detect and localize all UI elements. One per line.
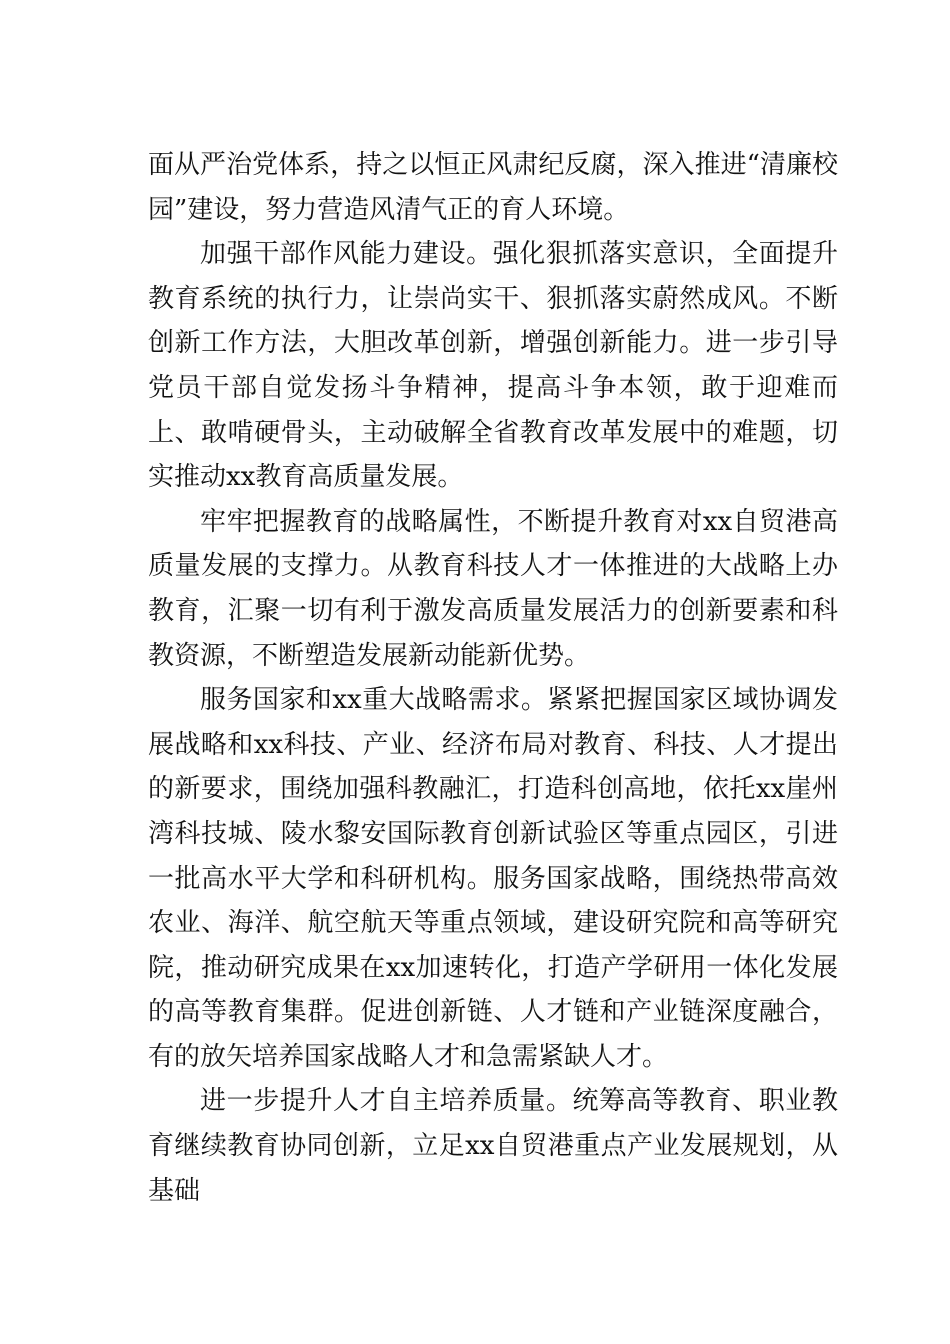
paragraph-national-strategy: 服务国家和xx重大战略需求。紧紧把握国家区域协调发展战略和xx科技、产业、经济布局对教育、科技、人才提出的新要求，围绕加强科教融汇，打造科创高地，依托xx崖州湾科技城、陵水黎安国际教育创新试验区等重点园区，引进一批高水平大学和科研机构。服务国家战略，围绕热带高效农业、海洋、航空航天等重点领域，建设研究院和高等研究院，推动研究成果在xx加速转化，打造产学研用一体化发展的高等教育集群。促进创新链、人才链和产业链深度融合，有的放矢培养国家战略人才和急需紧缺人才。 bbox=[148, 685, 838, 1072]
paragraph-talent-training: 进一步提升人才自主培养质量。统筹高等教育、职业教育继续教育协同创新，立足xx自贸港重点产业发展规划，从基础 bbox=[148, 1086, 838, 1206]
document-body bbox=[148, 143, 838, 1213]
paragraph-continuation: 面从严治党体系，持之以恒正风肃纪反腐，深入推进“清廉校园”建设，努力营造风清气正的育人环境。 bbox=[148, 150, 838, 225]
paragraph-strategic-attribute: 牢牢把握教育的战略属性，不断提升教育对xx自贸港高质量发展的支撑力。从教育科技人才一体推进的大战略上办教育，汇聚一切有利于激发高质量发展活力的创新要素和科教资源，不断塑造发展新动能新优势。 bbox=[148, 506, 838, 671]
paragraph-cadre-style: 加强干部作风能力建设。强化狠抓落实意识，全面提升教育系统的执行力，让崇尚实干、狠抓落实蔚然成风。不断创新工作方法，大胆改革创新，增强创新能力。进一步引导党员干部自觉发扬斗争精神，提高斗争本领，敢于迎难而上、敢啃硬骨头，主动破解全省教育改革发展中的难题，切实推动xx教育高质量发展。 bbox=[148, 239, 838, 493]
